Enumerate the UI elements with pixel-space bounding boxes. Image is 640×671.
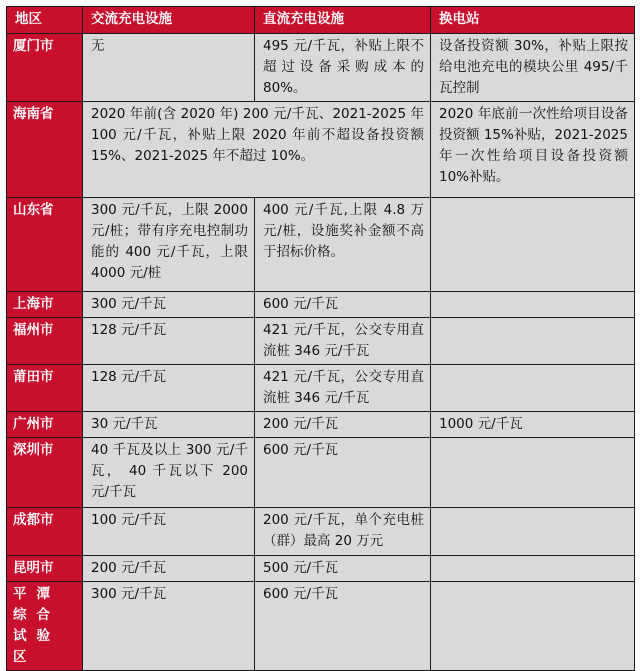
subsidy-table-container	[6, 6, 634, 671]
subsidy-table	[6, 6, 635, 671]
swap-cell: 1000 元/千瓦	[431, 412, 635, 438]
ac-cell: 128 元/千瓦	[83, 365, 255, 412]
dc-cell: 200 元/千瓦	[255, 412, 431, 438]
swap-cell: 2020 年底前一次性给项目设备投资额 15%补贴，2021-2025 年一次性给项目设备投资额 10%补贴。	[431, 102, 635, 198]
swap-cell	[431, 292, 635, 318]
ac-cell: 300 元/千瓦，上限 2000 元/桩；带有序充电控制功能的 400 元/千瓦，上限 4000 元/桩	[83, 198, 255, 292]
table-row	[7, 198, 635, 292]
dc-cell: 400 元/千瓦,上限 4.8 万元/桩，设施奖补金额不高于招标价格。	[255, 198, 431, 292]
swap-cell	[431, 508, 635, 556]
dc-cell: 421 元/千瓦，公交专用直流桩 346 元/千瓦	[255, 318, 431, 365]
region-cell: 深圳市	[7, 438, 83, 508]
region-cell: 莆田市	[7, 365, 83, 412]
table-row	[7, 365, 635, 412]
swap-cell	[431, 582, 635, 671]
region-cell: 平潭综合试验区	[7, 582, 83, 671]
region-cell: 广州市	[7, 412, 83, 438]
header-ac: 交流充电设施	[83, 7, 255, 34]
header-region: 地区	[7, 7, 83, 34]
ac-cell: 40 千瓦及以上 300 元/千瓦， 40 千瓦以下 200 元/千瓦	[83, 438, 255, 508]
table-row	[7, 582, 635, 671]
ac-cell: 300 元/千瓦	[83, 582, 255, 671]
region-cell: 上海市	[7, 292, 83, 318]
ac-cell: 200 元/千瓦	[83, 556, 255, 582]
table-row	[7, 34, 635, 102]
header-swap: 换电站	[431, 7, 635, 34]
region-cell: 成都市	[7, 508, 83, 556]
ac-cell: 30 元/千瓦	[83, 412, 255, 438]
table-row	[7, 318, 635, 365]
dc-cell: 495 元/千瓦，补贴上限不超过设备采购成本的80%。	[255, 34, 431, 102]
header-row	[7, 7, 635, 34]
swap-cell	[431, 556, 635, 582]
header-dc: 直流充电设施	[255, 7, 431, 34]
table-row	[7, 412, 635, 438]
dc-cell: 500 元/千瓦	[255, 556, 431, 582]
table-row	[7, 438, 635, 508]
region-cell: 海南省	[7, 102, 83, 198]
swap-cell	[431, 438, 635, 508]
region-cell: 福州市	[7, 318, 83, 365]
dc-cell: 600 元/千瓦	[255, 582, 431, 671]
swap-cell	[431, 198, 635, 292]
region-cell: 山东省	[7, 198, 83, 292]
region-cell: 厦门市	[7, 34, 83, 102]
swap-cell	[431, 318, 635, 365]
table-row	[7, 102, 635, 198]
ac-dc-merged-cell: 2020 年前(含 2020 年) 200 元/千瓦、2021-2025 年 100 元/千瓦，补贴上限 2020 年前不超设备投资额 15%、2021-2025 年不超过 10%。	[83, 102, 431, 198]
ac-cell: 300 元/千瓦	[83, 292, 255, 318]
ac-cell: 无	[83, 34, 255, 102]
dc-cell: 600 元/千瓦	[255, 438, 431, 508]
table-row	[7, 292, 635, 318]
ac-cell: 100 元/千瓦	[83, 508, 255, 556]
table-row	[7, 556, 635, 582]
dc-cell: 200 元/千瓦，单个充电桩（群）最高 20 万元	[255, 508, 431, 556]
swap-cell	[431, 365, 635, 412]
region-cell: 昆明市	[7, 556, 83, 582]
swap-cell: 设备投资额 30%，补贴上限按给电池充电的模块公里 495/千瓦控制	[431, 34, 635, 102]
dc-cell: 421 元/千瓦，公交专用直流桩 346 元/千瓦	[255, 365, 431, 412]
table-row	[7, 508, 635, 556]
ac-cell: 128 元/千瓦	[83, 318, 255, 365]
dc-cell: 600 元/千瓦	[255, 292, 431, 318]
